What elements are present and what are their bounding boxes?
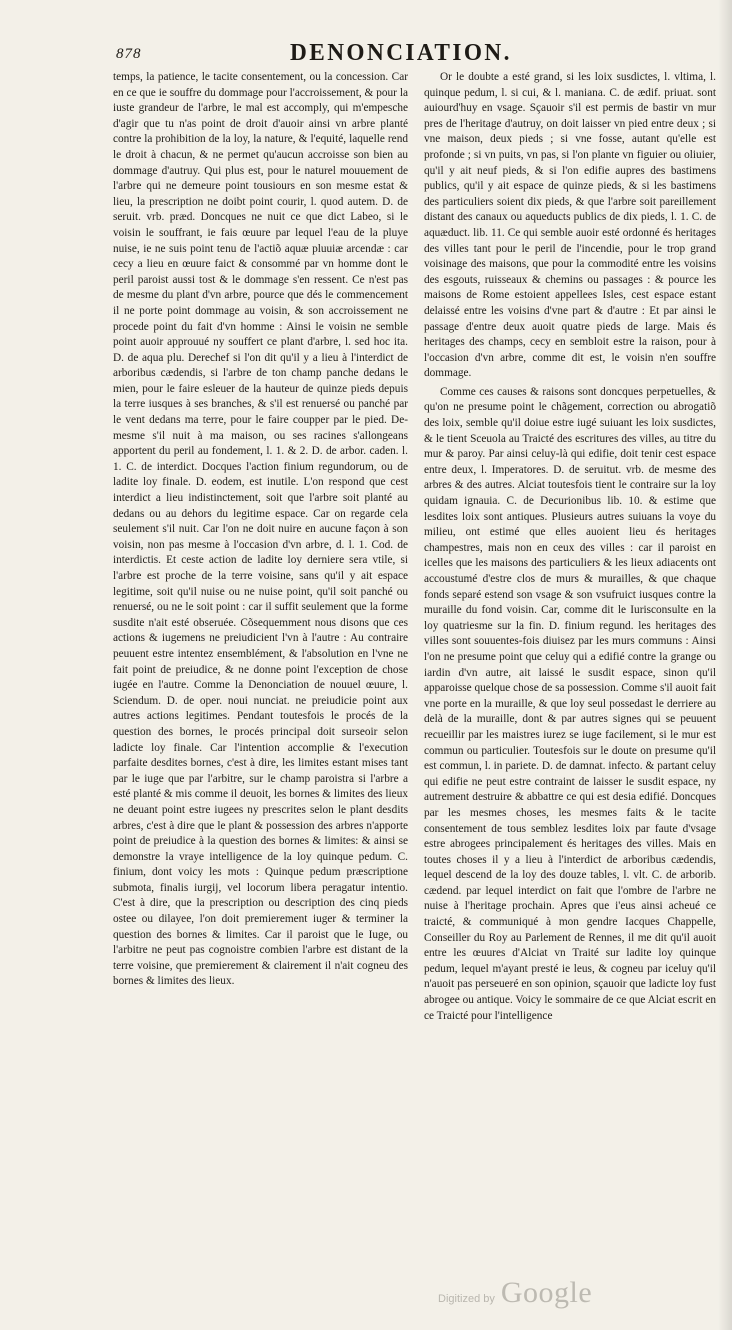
google-logo: Google: [500, 1276, 593, 1309]
digitization-watermark: [438, 1276, 698, 1316]
left-column: [113, 70, 408, 990]
page-number: 878: [116, 46, 142, 62]
digitized-by-label: Digitized by: [438, 1293, 495, 1305]
right-paragraph-1: Or le doubte a esté grand, si les loix susdictes, l. vltima, l. quinque pedum, l. si cui, & l. maniana. C. de ædif. priuat. sont auiourd'huy en vsage. Sçauoir s'il est permis de bastir vn mur pres de l'heritage d'autruy, on doit laisser vn pied entre deux ; si vne maison, deux pieds ; si vne fosse, autant qu'elle est profonde ; si vn puits, vn pas, si l'on plante vn figuier ou oliuier, qu'il y ait neuf pieds, & si l'on edifie aupres des bastimens publics, qu'il y ait espace de quinze pieds, & si les bastimens des particuliers soient dix pieds, & que l'arbre soit pareillement distant des canaux ou aqueducts publics de dix pieds, l. 1. C. de aquæduct. lib. 11. Ce qui semble auoir esté ordonné és heritages des villes tant pour le peril de l'incendie, pour le trop grand voisinage des maisons, que pour la commodité entre les voisins des esgouts, ruisseaux & chemins ou passages : & pource les maisons de Rome estoient appellees Isles, cest espace estant delaissé entre les voisins d'vne part & d'autre : Et par ainsi le passage d'entre deux auoit quatre pieds de large. Mais és heritages des champs, cecy en sembloit estre la raison, pour à l'occasion d'vn arbre, comme dit est, le voisin n'en souffre dommage.: [424, 71, 716, 380]
binding-shadow: [718, 0, 732, 1330]
right-column: [424, 70, 716, 1024]
right-paragraph-2: Comme ces causes & raisons sont doncques perpetuelles, & qu'on ne presume point le chãgement, correction ou abrogatiõ des loix, semble qu'il doiue estre iugé suiuant les loix susdictes, & le tient Sceuola au Traicté des escritures des villes, au titre du mur & paroy. Par ainsi celuy-là qui edifie, doit tenir cest espace entre deux, l. Imperatores. D. de seruitut. vrb. de mesme des arbres & des autres. Alciat toutesfois tient le contraire sur la loy quidam ignauia. C. de Decurionibus lib. 10. & estime que lesdites loix sont antiques. Plusieurs autres suiuans la voye du milieu, ont estimé que elles auoient lieu és heritages champestres, mais non en ceux des villes : car il paroist en icelles que les maisons des particuliers & les lieux adiacents ont accoustumé d'estre clos de murs & murailles, & que chaque fonds separé estend son vsage & son vsufruict iusques contre la muraille du fond voisin. Car, comme dit le Iurisconsulte en la loy quatriesme sur la fin. D. finium regund. les heritages des villes sont souuentes-fois diuisez par les murs communs : Ainsi l'on ne presume point que celuy qui a edifié contre la grange ou iardin d'vn autre, ait laissé le susdit espace, sinon qu'il apparoisse quelque chose de sa possession. Comme s'il auoit fait vne porte en la muraille, & que loy seul possedast le derriere au delà de la muraille, dont & par autres signes qui se peuuent recueillir par les maistres iurez se iuge facilement, si le mur est commun ou particulier. Toutesfois sur le doute on presume qu'il est commun, l. in pariete. D. de damnat. infecto. & partant celuy qui edifie ne peut estre contraint de laisser le susdit espace, ny autrement destruire & abbattre ce qui est desia edifié. Doncques par les mesmes choses, les mesmes faits & le tacite consentement de tous semblez lesdites loix par faute d'vsage estre abrogees principalement és heritages des villes. Mais en toutes choses il y a lieu à l'interdict de arboribus cædendis, lequel descend de la loy des douze tables, l. vlt. C. de arborib. cædend. par lequel interdict on fait que l'ombre de l'arbre ne nuise à l'heritage prochain. Apres que i'eus ainsi acheué ce traicté, & communiqué à mon gendre Iacques Chappelle, Conseiller du Roy au Parlement de Rennes, il me dit qu'il auoit entre les œuures d'Alciat vn Traité sur ladite loy quinque pedum, lequel m'ayant presté ie leus, & cogneu par iceluy qu'il n'auoit pas perseueré en son opinion, sçauoir que ladicte loy fust abrogee ou antique. Voicy le sommaire de ce que Alciat escrit en ce Traicté pour l'intelligence: [424, 385, 716, 1022]
left-paragraph-1: temps, la patience, le tacite consentement, ou la concession. Car en ce que ie souffre du dommage pour l'accroissement, & pour la iuste grandeur de l'arbre, le mal est accomply, qui m'empesche d'agir que tu n'as point de droit d'auoir ainsi vn arbre planté contre la prohibition de la loy, la nature, & l'equité, laquelle rend le droit à chacun, & ne permet qu'aucun accroisse son bien au dommage d'autruy. Qui plus est, pour le naturel mouuement de l'arbre qui ne demeure point tousiours en son mesme estat & lieu, la prescription ne doibt point courir, l. quod autem. D. de seruit. vrb. præd. Doncques ne nuit ce que dict Labeo, si le voisin le souffrant, ie fais œuure par lequel l'eau de la pluye nuise, ie ne suis point tenu de l'actiõ aquæ pluuiæ arcendæ : car cecy a lieu en œuure faict & consommé par vn homme dont le peril paroist aussi tost & le dommage s'en ressent. Ce n'est pas de mesme du plant d'vn arbre, pource que dés le commencement il ne porte point dommage au voisin, & son accroissement ne procede point du fait d'vn homme : Ainsi le voisin ne semble point auoir approuué ny souffert ce plant d'arbre, l. sed hoc ita. D. de aqua plu. Derechef si l'on dit qu'il y a lieu à l'interdict de arboribus cædendis, si l'arbre de ton champ panche dedans le mien, pour le faire esleuer de la hauteur de quinze pieds depuis la terre iusques à ses branches, & s'il est renuersé ou panché par le vent dedans ma terre, pour le faire coupper par le pied. De-mesme s'il nuit à ma maison, ou ses racines s'allongeans apportent du peril au fondement, l. 1. & 2. D. de arbor. caden. l. 1. C. de interdict. Docques l'action finium regundorum, ou de ladite loy finale. D. eodem, est inutile. L'on respond que cest interdict a lieu indistinctement, soit que l'arbre soit planté au dedans ou au dehors du legitime espace. Car on regarde cela seulement s'il nuit. Car l'on ne doit nuire en aucune façon à son voisin, non pas mesme à l'occasion d'vn arbre, d. l. 1. Cod. de interdictis. Et ceste action de ladite loy derniere sera vtile, si l'arbre est proche de la terre voisine, sans qu'il y ait espace legitime, soit qu'il nuise ou ne nuise point, qu'il soit panché ou renuersé, ou ne le soit point : car il suffit seulement que la forme susdite n'ait esté obseruée. Cõsequemment nous disons que ces actions & iugemens ne preiudicient l'vn à l'autre : Au contraire peuuent estre intentez ensemblément, & l'absolution en l'vne ne fait point de preiudice, & ne donne point l'exception de chose iugée en l'autre. Comme la Denonciation de nouuel œuure, l. Sciendum. D. de oper. noui nunciat. ne preiudicie point aux autres actions legitimes. Pendant toutesfois le procés de la question des bornes, le procés principal doit surseoir selon ladicte loy finale. Car l'intention accomplie & l'execution parfaite desdites bornes, c'est à dire, les limites estant mises tant par le iuge que par l'arbitre, sur le champ paroistra si l'arbre a esté planté & mis comme il deuoit, les bornes & limites des lieux ne deuant point estre iugees ny prescrites selon le plant desdits arbres, c'est à dire que le plant & possession des arbres n'apporte point de preiudice à la question des bornes & limites: & ainsi se demonstre la vraye intelligence de la loy quinque pedum. C. finium, dont voicy les mots : Quinque pedum præscriptione submota, finalis iurgij, vel locorum libera peragatur intentio. C'est à dire, que la prescription ou description des cinq pieds ostee ou dilayee, l'on doit premierement iuger & terminer la question des bornes & limites. Car il paroist que le Iuge, ou l'arbitre ne peut pas cognoistre combien l'arbre est distant de la terre voisine, que premierement & clairement il n'ait cogneu des bornes & limites des lieux.: [113, 71, 408, 988]
running-title: DENONCIATION.: [290, 40, 512, 66]
